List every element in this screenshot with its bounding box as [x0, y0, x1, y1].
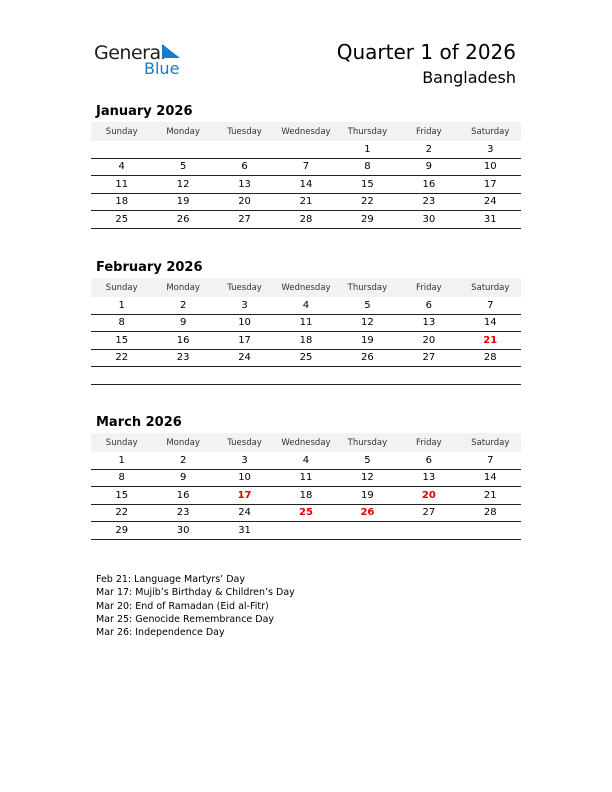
day-cell: [214, 141, 275, 158]
holiday-note: Mar 20: End of Ramadan (Eid al-Fitr): [96, 600, 269, 612]
month-table: [91, 278, 521, 385]
day-cell: [337, 522, 398, 540]
logo-triangle-icon: [162, 44, 180, 58]
week-row: [91, 193, 521, 211]
brand-logo: [94, 40, 194, 80]
day-cell: 6: [398, 452, 459, 469]
day-cell: 20: [214, 193, 275, 211]
day-cell: 20: [398, 332, 459, 350]
day-cell: [91, 367, 152, 385]
day-cell: 3: [214, 297, 275, 314]
day-cell: 24: [214, 349, 275, 367]
week-row: [91, 332, 521, 350]
day-cell: 29: [91, 522, 152, 540]
week-row: [91, 469, 521, 487]
week-row: [91, 367, 521, 385]
day-cell: 11: [275, 314, 336, 332]
day-cell: 1: [91, 452, 152, 469]
day-cell: 7: [275, 158, 336, 176]
day-cell: 15: [337, 176, 398, 194]
day-cell: [214, 367, 275, 385]
weekday-header: Wednesday: [275, 278, 336, 297]
day-cell: 9: [152, 469, 213, 487]
day-cell: 9: [398, 158, 459, 176]
day-cell: 16: [152, 332, 213, 350]
day-cell: 4: [275, 297, 336, 314]
day-cell: 18: [275, 487, 336, 505]
weekday-header: Saturday: [460, 433, 521, 452]
month-name: March 2026: [96, 415, 182, 430]
day-cell: 4: [275, 452, 336, 469]
day-cell: 21: [460, 487, 521, 505]
weekday-header: Wednesday: [275, 122, 336, 141]
weekday-header: Monday: [152, 122, 213, 141]
weekday-header: Tuesday: [214, 122, 275, 141]
week-row: [91, 211, 521, 229]
day-cell: 30: [398, 211, 459, 229]
day-cell: 22: [91, 349, 152, 367]
day-cell: 22: [337, 193, 398, 211]
day-cell: 3: [460, 141, 521, 158]
day-cell: [275, 367, 336, 385]
week-row: [91, 141, 521, 158]
day-cell: 26: [337, 349, 398, 367]
day-cell: [275, 522, 336, 540]
day-cell: 6: [398, 297, 459, 314]
day-cell: 28: [275, 211, 336, 229]
weekday-header: Monday: [152, 278, 213, 297]
day-cell: 31: [214, 522, 275, 540]
weekday-header: Thursday: [337, 122, 398, 141]
day-cell: 26: [152, 211, 213, 229]
logo-blue-text: Blue: [144, 59, 180, 78]
week-row: [91, 349, 521, 367]
holiday-note: Mar 25: Genocide Remembrance Day: [96, 613, 275, 625]
holiday-note: Feb 21: Language Martyrs’ Day: [96, 574, 245, 585]
day-cell: 9: [152, 314, 213, 332]
day-cell: 12: [337, 469, 398, 487]
day-cell: [152, 367, 213, 385]
day-cell: [398, 522, 459, 540]
day-cell: 14: [460, 314, 521, 332]
day-cell: 27: [398, 349, 459, 367]
month-block: [91, 260, 521, 385]
weekday-header: Saturday: [460, 122, 521, 141]
day-cell: 13: [398, 469, 459, 487]
day-cell: 14: [275, 176, 336, 194]
holiday-note: Mar 26: Independence Day: [96, 627, 225, 639]
day-cell: 25: [275, 349, 336, 367]
day-cell: 17: [460, 176, 521, 194]
day-cell: 8: [91, 314, 152, 332]
country-name: Bangladesh: [422, 68, 516, 87]
day-cell: 11: [275, 469, 336, 487]
week-row: [91, 504, 521, 522]
day-cell: 16: [152, 487, 213, 505]
day-cell: 15: [91, 332, 152, 350]
day-cell: 8: [91, 469, 152, 487]
day-cell: [91, 141, 152, 158]
day-cell: 22: [91, 504, 152, 522]
weekday-header: Friday: [398, 433, 459, 452]
day-cell: [460, 522, 521, 540]
month-block: [91, 415, 521, 540]
day-cell: 25: [91, 211, 152, 229]
day-cell: 20: [398, 487, 459, 505]
week-row: [91, 522, 521, 540]
day-cell: [337, 367, 398, 385]
day-cell: 13: [398, 314, 459, 332]
holiday-notes: [96, 573, 295, 639]
day-cell: 12: [337, 314, 398, 332]
weekday-header: Tuesday: [214, 278, 275, 297]
month-name: January 2026: [96, 104, 193, 119]
day-cell: [152, 141, 213, 158]
day-cell: 23: [152, 349, 213, 367]
month-table: [91, 433, 521, 540]
day-cell: 5: [152, 158, 213, 176]
day-cell: 18: [91, 193, 152, 211]
day-cell: 21: [460, 332, 521, 350]
day-cell: 17: [214, 487, 275, 505]
day-cell: 26: [337, 504, 398, 522]
week-row: [91, 487, 521, 505]
weekday-header: Saturday: [460, 278, 521, 297]
day-cell: 8: [337, 158, 398, 176]
page-title: Quarter 1 of 2026: [336, 40, 516, 64]
month-table: [91, 122, 521, 229]
weekday-header: Tuesday: [214, 433, 275, 452]
day-cell: 23: [398, 193, 459, 211]
day-cell: 27: [214, 211, 275, 229]
weekday-header: Friday: [398, 278, 459, 297]
day-cell: [275, 141, 336, 158]
day-cell: 2: [152, 452, 213, 469]
weekday-header: Monday: [152, 433, 213, 452]
day-cell: 10: [460, 158, 521, 176]
day-cell: 23: [152, 504, 213, 522]
day-cell: 24: [460, 193, 521, 211]
day-cell: [460, 367, 521, 385]
day-cell: 25: [275, 504, 336, 522]
day-cell: 14: [460, 469, 521, 487]
weekday-header: Friday: [398, 122, 459, 141]
day-cell: 30: [152, 522, 213, 540]
day-cell: 19: [337, 332, 398, 350]
day-cell: 15: [91, 487, 152, 505]
holiday-note: Mar 17: Mujib’s Birthday & Children’s Day: [96, 587, 295, 599]
day-cell: 4: [91, 158, 152, 176]
day-cell: 17: [214, 332, 275, 350]
day-cell: 5: [337, 452, 398, 469]
day-cell: 28: [460, 349, 521, 367]
day-cell: 19: [337, 487, 398, 505]
day-cell: 2: [398, 141, 459, 158]
week-row: [91, 297, 521, 314]
weekday-header: Sunday: [91, 122, 152, 141]
week-row: [91, 452, 521, 469]
day-cell: 21: [275, 193, 336, 211]
day-cell: 18: [275, 332, 336, 350]
logo-general-text: General: [94, 42, 166, 64]
day-cell: 1: [91, 297, 152, 314]
day-cell: 5: [337, 297, 398, 314]
day-cell: 2: [152, 297, 213, 314]
day-cell: 7: [460, 297, 521, 314]
weekday-header: Wednesday: [275, 433, 336, 452]
weekday-header: Thursday: [337, 433, 398, 452]
day-cell: 27: [398, 504, 459, 522]
day-cell: [398, 367, 459, 385]
day-cell: 11: [91, 176, 152, 194]
day-cell: 6: [214, 158, 275, 176]
day-cell: 24: [214, 504, 275, 522]
day-cell: 31: [460, 211, 521, 229]
day-cell: 10: [214, 469, 275, 487]
month-block: [91, 104, 521, 229]
day-cell: 19: [152, 193, 213, 211]
day-cell: 16: [398, 176, 459, 194]
month-name: February 2026: [96, 260, 203, 275]
day-cell: 12: [152, 176, 213, 194]
day-cell: 28: [460, 504, 521, 522]
day-cell: 29: [337, 211, 398, 229]
day-cell: 1: [337, 141, 398, 158]
weekday-header: Sunday: [91, 278, 152, 297]
day-cell: 10: [214, 314, 275, 332]
week-row: [91, 176, 521, 194]
week-row: [91, 158, 521, 176]
weekday-header: Sunday: [91, 433, 152, 452]
week-row: [91, 314, 521, 332]
day-cell: 7: [460, 452, 521, 469]
day-cell: 3: [214, 452, 275, 469]
day-cell: 13: [214, 176, 275, 194]
weekday-header: Thursday: [337, 278, 398, 297]
